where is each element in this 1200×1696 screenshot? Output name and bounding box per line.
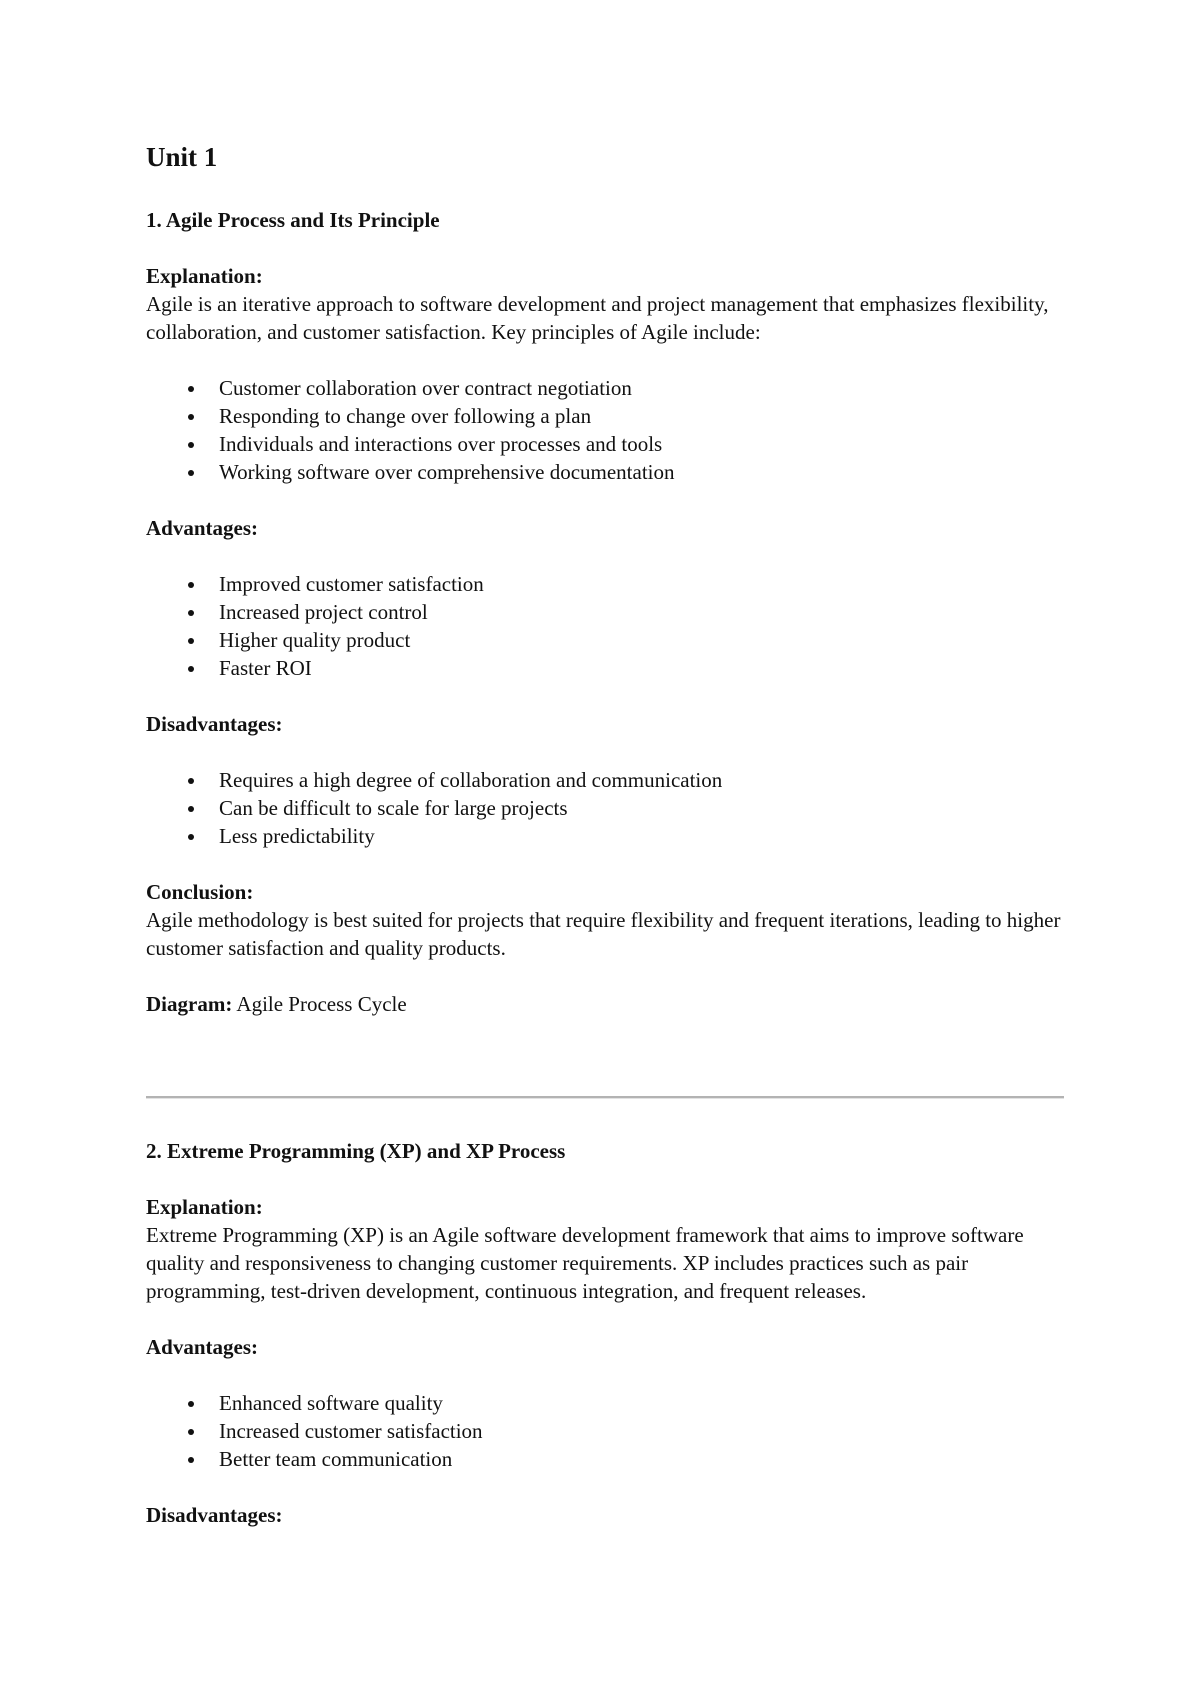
disadvantages-list	[146, 766, 1066, 850]
advantages-list	[146, 570, 1066, 682]
bullet-icon	[188, 806, 194, 812]
list-item: Working software over comprehensive documentation	[146, 458, 1066, 486]
bullet-icon	[188, 386, 194, 392]
section-xp	[146, 1137, 1066, 1529]
bullet-icon	[188, 1401, 194, 1407]
diagram-label: Diagram:	[146, 992, 233, 1016]
explanation-label: Explanation:	[146, 1195, 263, 1219]
bullet-icon	[188, 1429, 194, 1435]
section-title: 2. Extreme Programming (XP) and XP Process	[146, 1139, 566, 1163]
explanation-text: Agile is an iterative approach to software development and project management that emphasizes flexibility, collaboration, and customer satisfaction. Key principles of Agile include:	[146, 292, 1049, 344]
bullet-icon	[188, 582, 194, 588]
conclusion-label: Conclusion:	[146, 880, 254, 904]
section-agile	[146, 206, 1066, 1018]
list-item: Less predictability	[146, 822, 1066, 850]
principles-list	[146, 374, 1066, 486]
explanation-label: Explanation:	[146, 264, 263, 288]
bullet-icon	[188, 778, 194, 784]
list-item: Individuals and interactions over processes and tools	[146, 430, 1066, 458]
advantages-label: Advantages:	[146, 1335, 259, 1359]
list-item: Can be difficult to scale for large projects	[146, 794, 1066, 822]
bullet-icon	[188, 610, 194, 616]
advantages-label: Advantages:	[146, 516, 259, 540]
bullet-icon	[188, 470, 194, 476]
list-item: Better team communication	[146, 1445, 1066, 1473]
bullet-icon	[188, 666, 194, 672]
diagram-line	[146, 990, 1066, 1018]
disadvantages-label: Disadvantages:	[146, 1503, 283, 1527]
list-item: Customer collaboration over contract negotiation	[146, 374, 1066, 402]
list-item: Higher quality product	[146, 626, 1066, 654]
bullet-icon	[188, 834, 194, 840]
explanation-text: Extreme Programming (XP) is an Agile software development framework that aims to improve software quality and responsiveness to changing customer requirements. XP includes practices such as pair programming, test-driven development, continuous integration, and frequent releases.	[146, 1223, 1024, 1303]
list-item: Improved customer satisfaction	[146, 570, 1066, 598]
list-item: Increased customer satisfaction	[146, 1417, 1066, 1445]
disadvantages-label: Disadvantages:	[146, 712, 283, 736]
bullet-icon	[188, 1457, 194, 1463]
list-item: Responding to change over following a plan	[146, 402, 1066, 430]
bullet-icon	[188, 442, 194, 448]
section-title: 1. Agile Process and Its Principle	[146, 208, 440, 232]
bullet-icon	[188, 638, 194, 644]
unit-title: Unit 1	[146, 142, 218, 172]
advantages-list	[146, 1389, 1066, 1473]
list-item: Increased project control	[146, 598, 1066, 626]
diagram-text: Agile Process Cycle	[236, 992, 407, 1016]
list-item: Faster ROI	[146, 654, 1066, 682]
bullet-icon	[188, 414, 194, 420]
horizontal-divider	[146, 1096, 1064, 1099]
conclusion-text: Agile methodology is best suited for projects that require flexibility and frequent iterations, leading to higher customer satisfaction and quality products.	[146, 908, 1061, 960]
list-item: Enhanced software quality	[146, 1389, 1066, 1417]
list-item: Requires a high degree of collaboration and communication	[146, 766, 1066, 794]
